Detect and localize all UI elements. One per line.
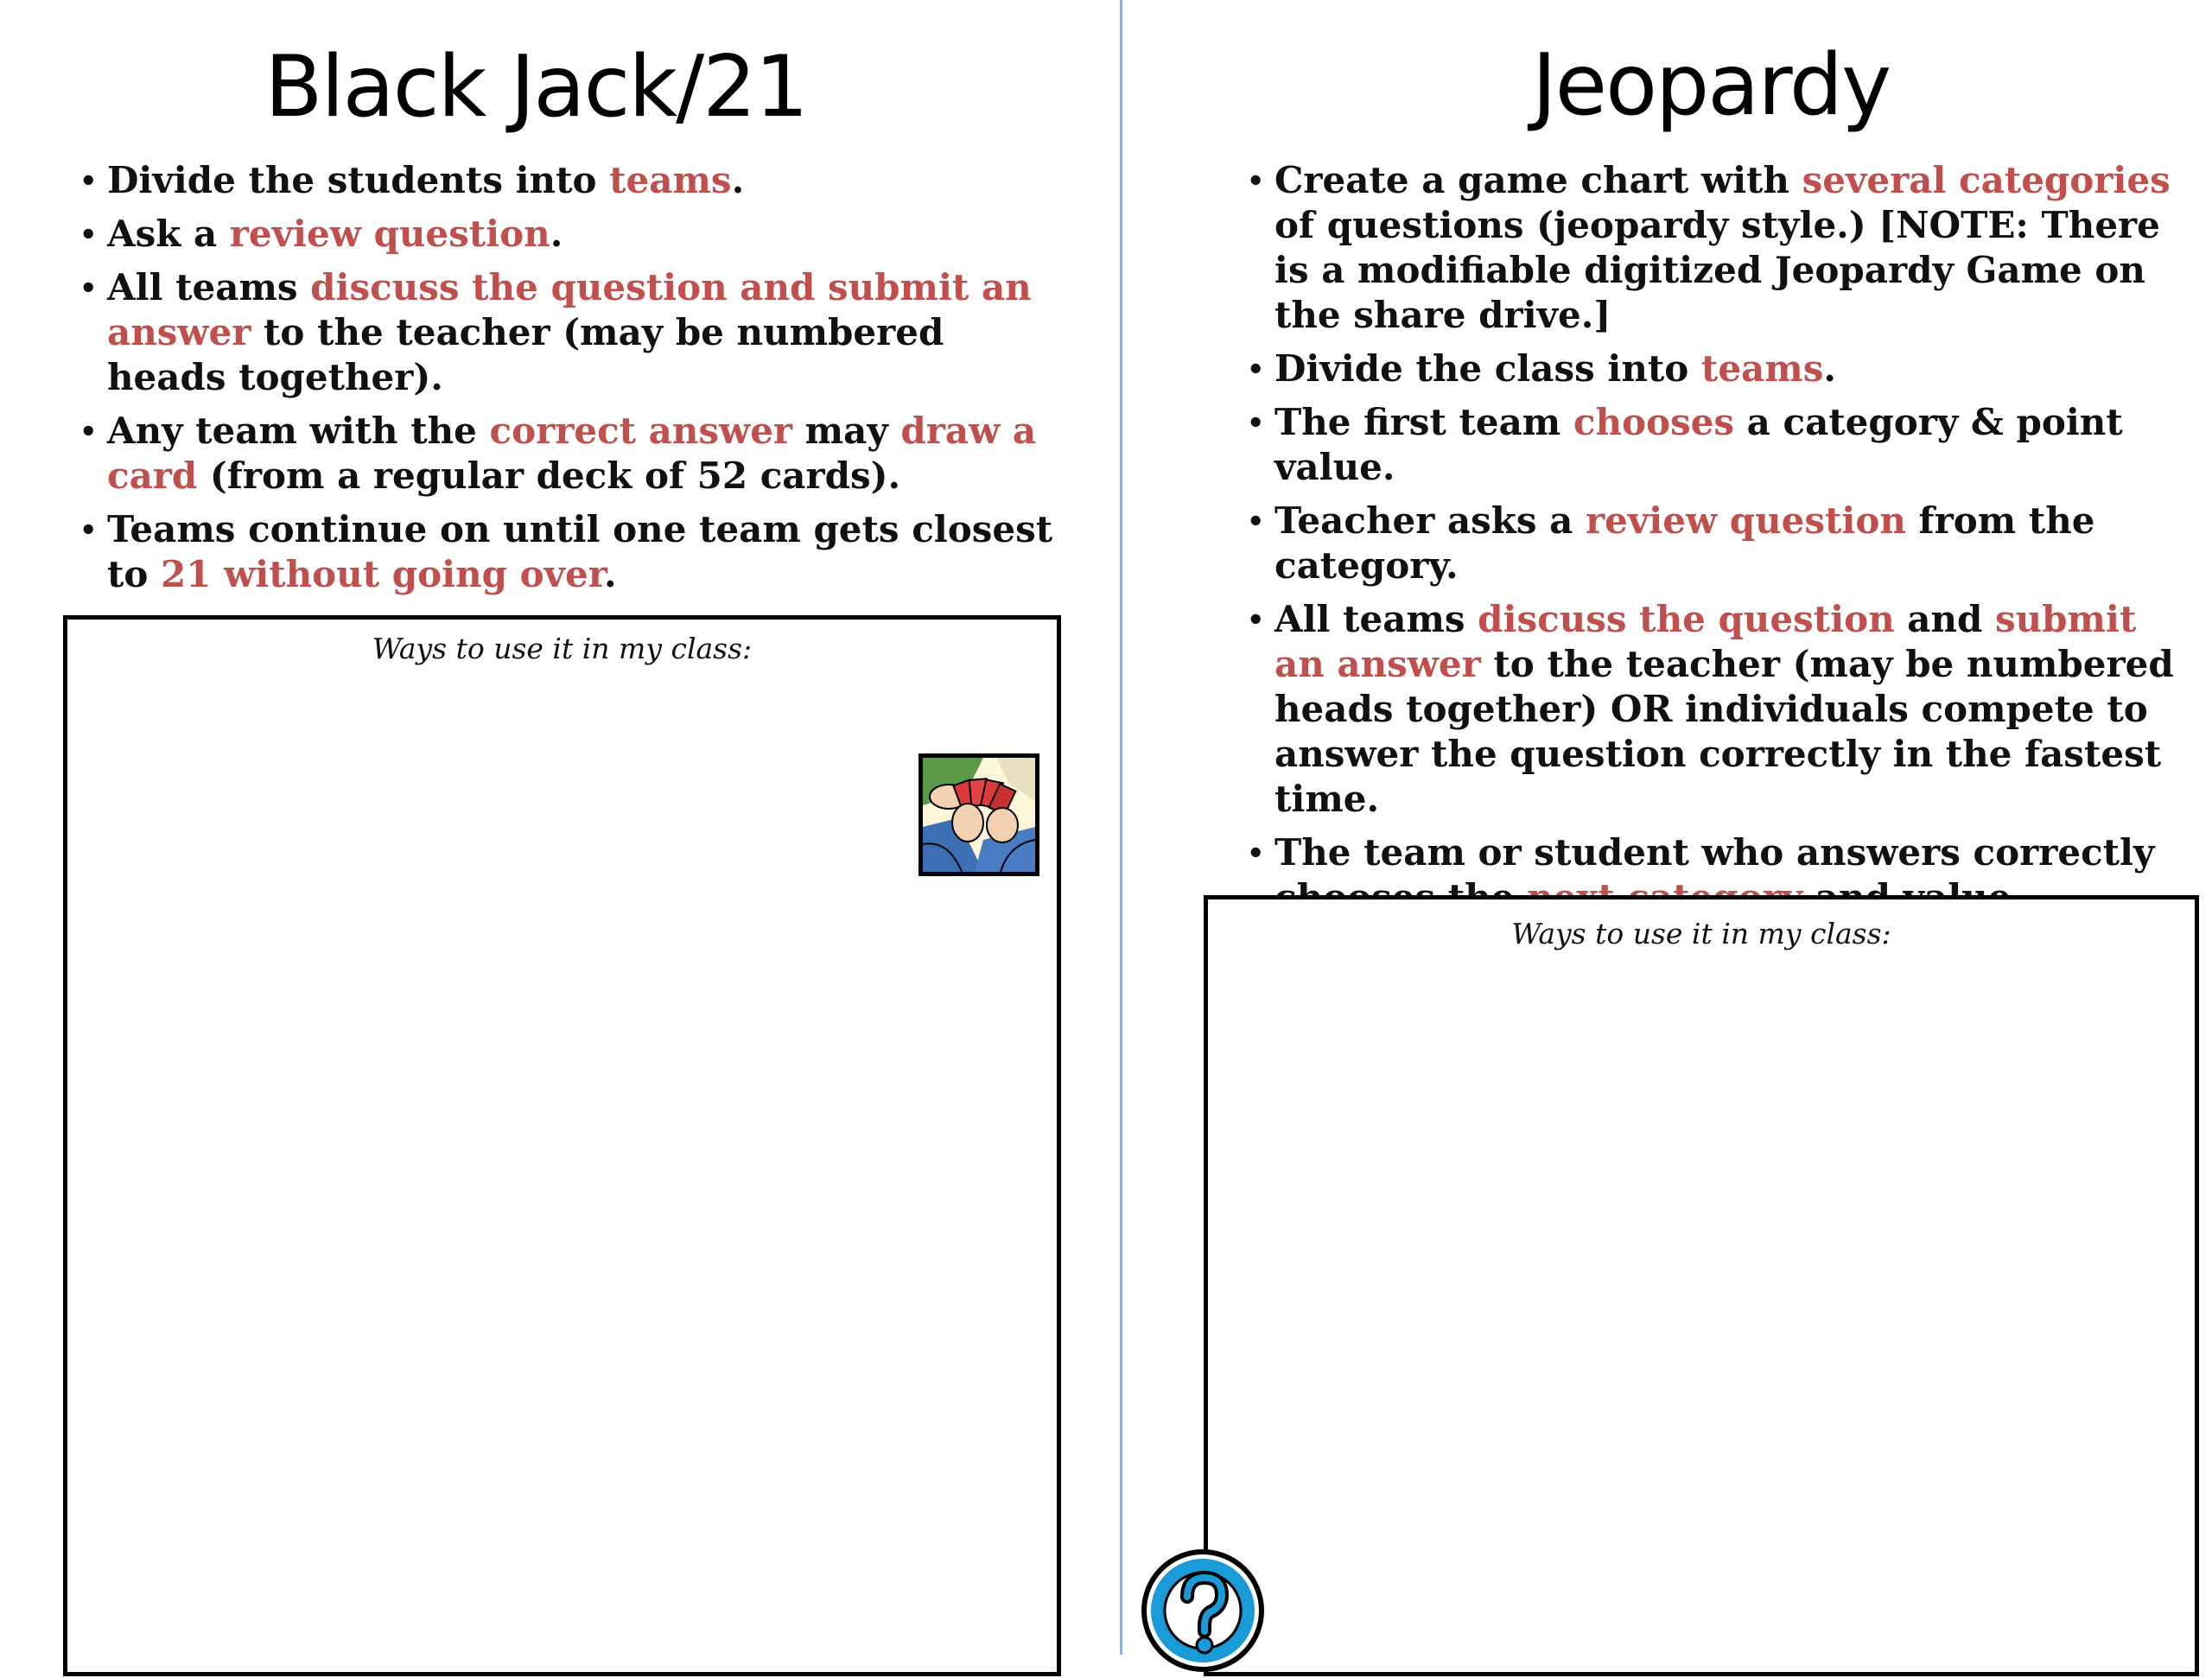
jeopardy-instructions [1247, 158, 2197, 929]
instruction-item [1247, 597, 2197, 822]
highlighted-text: discuss the question and submit an answer [107, 266, 1032, 353]
highlighted-text: teams [609, 159, 732, 201]
highlighted-text: submit an answer [1274, 598, 2137, 685]
instruction-text: Any team with the [107, 410, 490, 452]
highlighted-text: chooses [1573, 401, 1735, 443]
instruction-text: . [604, 553, 617, 595]
highlighted-text: review question [1586, 499, 1906, 542]
highlighted-text: several categories [1802, 159, 2171, 201]
instruction-text: . [550, 213, 563, 255]
instruction-text: from the category. [1274, 499, 2095, 587]
instruction-text: Teacher asks a [1274, 499, 1586, 542]
instruction-text: All teams [107, 266, 311, 308]
instruction-text: Divide the class into [1274, 347, 1701, 390]
instruction-text: Divide the students into [107, 159, 610, 201]
instruction-text: All teams [1274, 598, 1478, 640]
instruction-item [79, 158, 1065, 203]
question-mark-icon[interactable] [1139, 1547, 1267, 1675]
column-divider [1120, 0, 1122, 1655]
instruction-text: . [1823, 347, 1836, 390]
instruction-text: . [731, 159, 745, 201]
instruction-text: Teams continue on until one team gets closest to [107, 508, 1053, 595]
instruction-text: a category & point value. [1274, 401, 2123, 488]
instruction-text: The first team [1274, 401, 1573, 443]
instruction-text: may [792, 410, 901, 452]
instruction-item [79, 265, 1065, 400]
blackjack-title: Black Jack/21 [264, 38, 807, 137]
blackjack-notes-box[interactable] [63, 615, 1061, 1676]
instruction-item [79, 212, 1065, 257]
highlighted-text: teams [1700, 347, 1824, 390]
instruction-item [79, 507, 1065, 597]
instruction-text: to the teacher (may be numbered heads together) OR individuals compete to answer the question correctly in the fastest time. [1274, 643, 2174, 820]
blackjack-instructions [79, 158, 1065, 606]
instruction-item [1247, 499, 2197, 588]
instruction-item [79, 409, 1065, 499]
instruction-text: of questions (jeopardy style.) [NOTE: There is a modifiable digitized Jeopardy Game on the share drive.] [1274, 204, 2160, 336]
instruction-text: (from a regular deck of 52 cards). [197, 454, 901, 497]
highlighted-text: discuss the question [1478, 598, 1895, 640]
jeopardy-notes-box[interactable] [1204, 895, 2199, 1676]
instruction-text: Create a game chart with [1274, 159, 1802, 201]
notes-label: Ways to use it in my class: [372, 632, 753, 665]
instruction-text: and [1894, 598, 1995, 640]
highlighted-text: draw a card [107, 410, 1037, 497]
playing-cards-clipart-icon [918, 753, 1039, 876]
instruction-item [1247, 158, 2197, 338]
instruction-text: Ask a [107, 213, 230, 255]
instruction-item [1247, 400, 2197, 490]
instruction-item [1247, 346, 2197, 391]
highlighted-text: correct answer [489, 410, 793, 452]
instruction-text: to the teacher (may be numbered heads together). [107, 311, 944, 398]
notes-label: Ways to use it in my class: [1511, 917, 1891, 950]
jeopardy-title: Jeopardy [1531, 36, 1891, 135]
highlighted-text: review question [229, 213, 550, 255]
instruction-text: The team or student who answers correctly [1274, 831, 2155, 874]
highlighted-text: 21 without going over [161, 553, 605, 595]
